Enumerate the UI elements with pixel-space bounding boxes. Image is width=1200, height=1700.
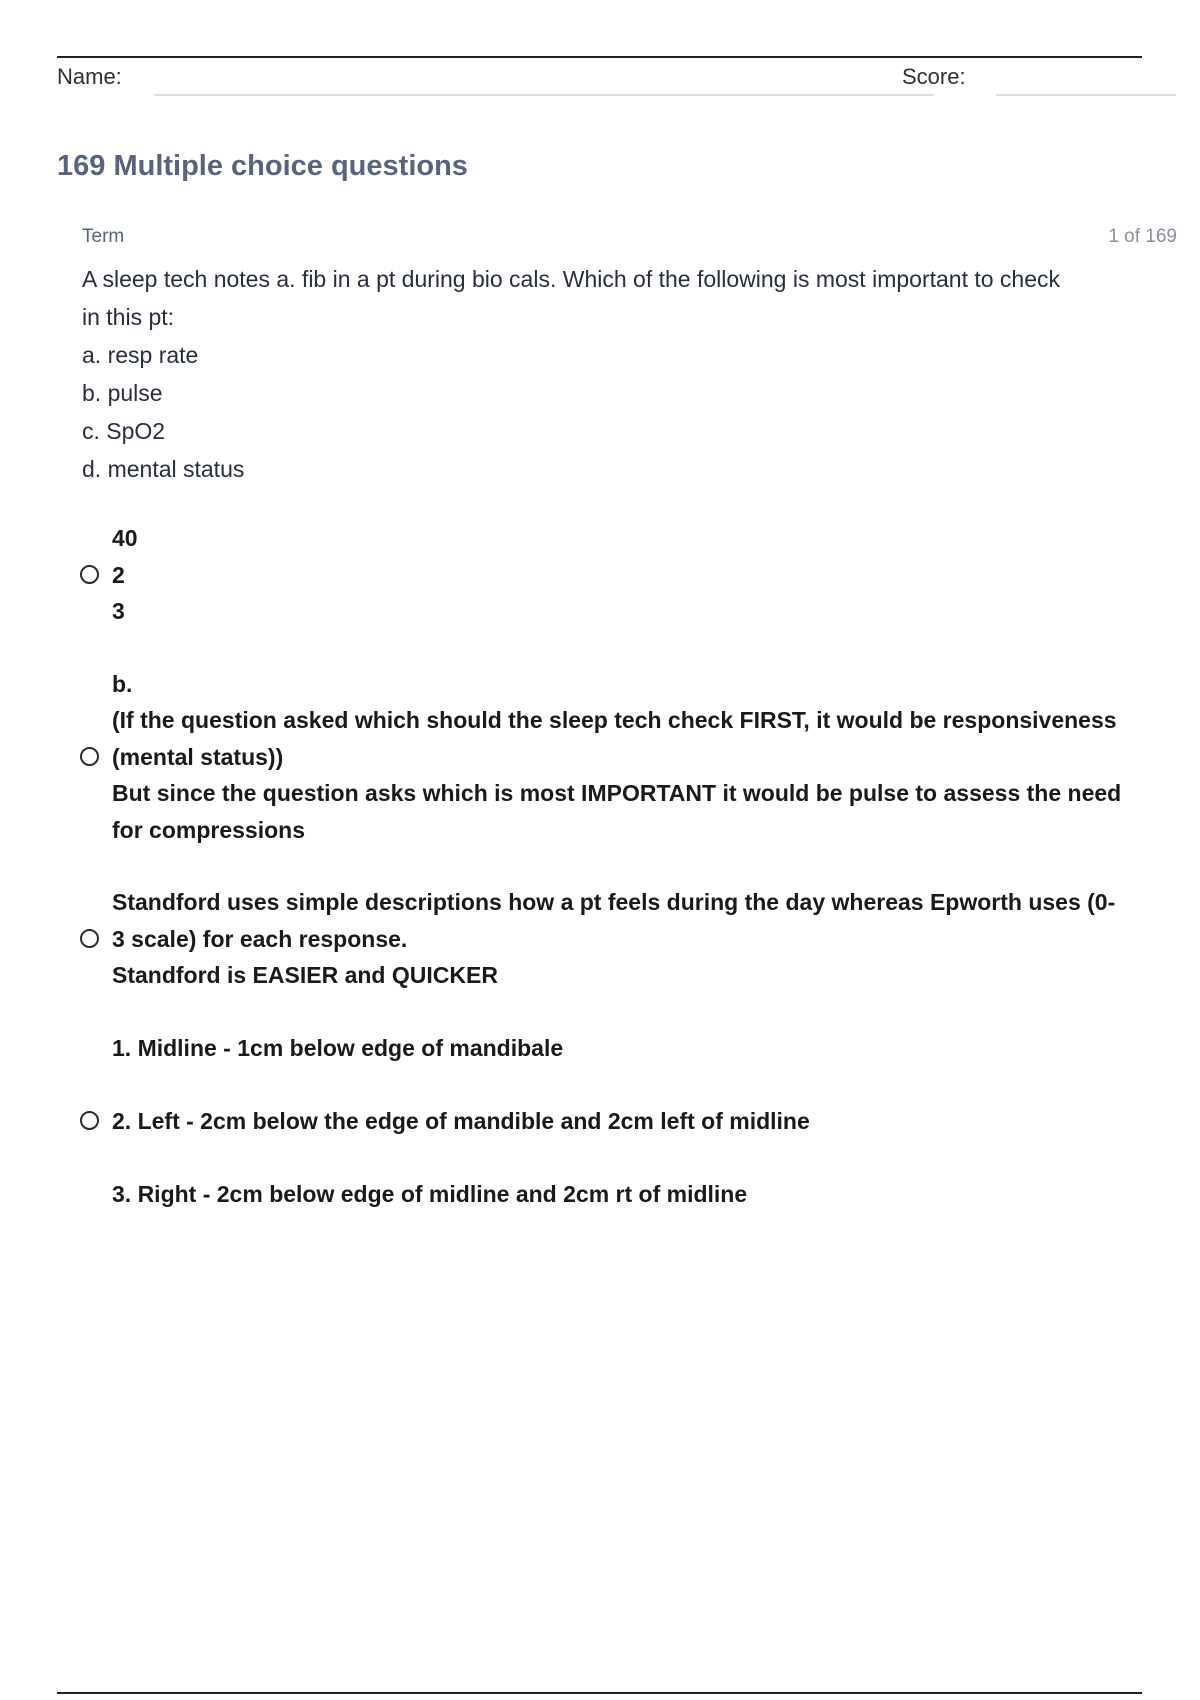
bottom-rule <box>57 1692 1142 1694</box>
question-line: in this pt: <box>82 304 175 330</box>
radio-icon[interactable] <box>80 747 99 766</box>
term-label: Term <box>82 226 125 247</box>
question-option-d: d. mental status <box>82 456 245 482</box>
choice-line: b. <box>112 670 133 697</box>
choice-line <box>112 1066 810 1103</box>
choice-line: But since the question asks which is most IMPORTANT it would be pulse to assess the need <box>112 780 1122 806</box>
term-row <box>82 226 1177 254</box>
choice-line: 3. Right - 2cm below edge of midline and 2cm rt of midline <box>112 1180 748 1207</box>
question-counter: 1 of 169 <box>1108 226 1177 247</box>
header <box>57 64 1177 98</box>
answer-choice-text <box>112 1030 810 1213</box>
choice-line: (mental status)) <box>112 743 284 770</box>
choice-line: 2 <box>112 561 125 588</box>
question-options <box>82 336 1177 488</box>
choice-line: (If the question asked which should the sleep tech check FIRST, it would be responsiveness <box>112 707 1117 733</box>
radio-icon[interactable] <box>80 929 99 948</box>
choice-line <box>112 1139 810 1176</box>
top-rule <box>57 56 1142 58</box>
choice-line: 1. Midline - 1cm below edge of mandibale <box>112 1034 564 1061</box>
question-option-c: c. SpO2 <box>82 418 166 444</box>
question-option-a: a. resp rate <box>82 342 199 368</box>
answer-choice-2[interactable] <box>80 666 1165 849</box>
choice-line: 3 <box>112 598 125 624</box>
choice-line: Standford is EASIER and QUICKER <box>112 962 498 988</box>
answer-choice-text <box>112 666 1121 849</box>
radio-icon[interactable] <box>80 565 99 584</box>
choice-line: 3 scale) for each response. <box>112 925 408 952</box>
score-label: Score: <box>902 64 966 89</box>
answer-choices <box>80 520 1165 1248</box>
answer-choice-1[interactable] <box>80 520 1165 630</box>
choice-line: 40 <box>112 525 138 551</box>
question-card <box>82 226 1177 488</box>
choice-line: 2. Left - 2cm below the edge of mandible and 2cm left of midline <box>112 1107 810 1134</box>
question-line: A sleep tech notes a. fib in a pt during bio cals. Which of the following is most important to check <box>82 266 1061 292</box>
question-option-b: b. pulse <box>82 380 163 406</box>
answer-choice-4[interactable] <box>80 1030 1165 1213</box>
choice-line: Standford uses simple descriptions how a pt feels during the day whereas Epworth uses (0- <box>112 889 1116 915</box>
answer-choice-3[interactable] <box>80 884 1165 994</box>
score-field-line[interactable] <box>996 94 1176 96</box>
name-label: Name: <box>57 64 122 89</box>
name-field-line[interactable] <box>154 94 934 96</box>
answer-choice-text <box>112 520 138 630</box>
choice-line: for compressions <box>112 816 305 843</box>
question-text <box>82 260 1150 336</box>
radio-icon[interactable] <box>80 1111 99 1130</box>
page-title: 169 Multiple choice questions <box>57 150 468 182</box>
answer-choice-text <box>112 884 1115 994</box>
